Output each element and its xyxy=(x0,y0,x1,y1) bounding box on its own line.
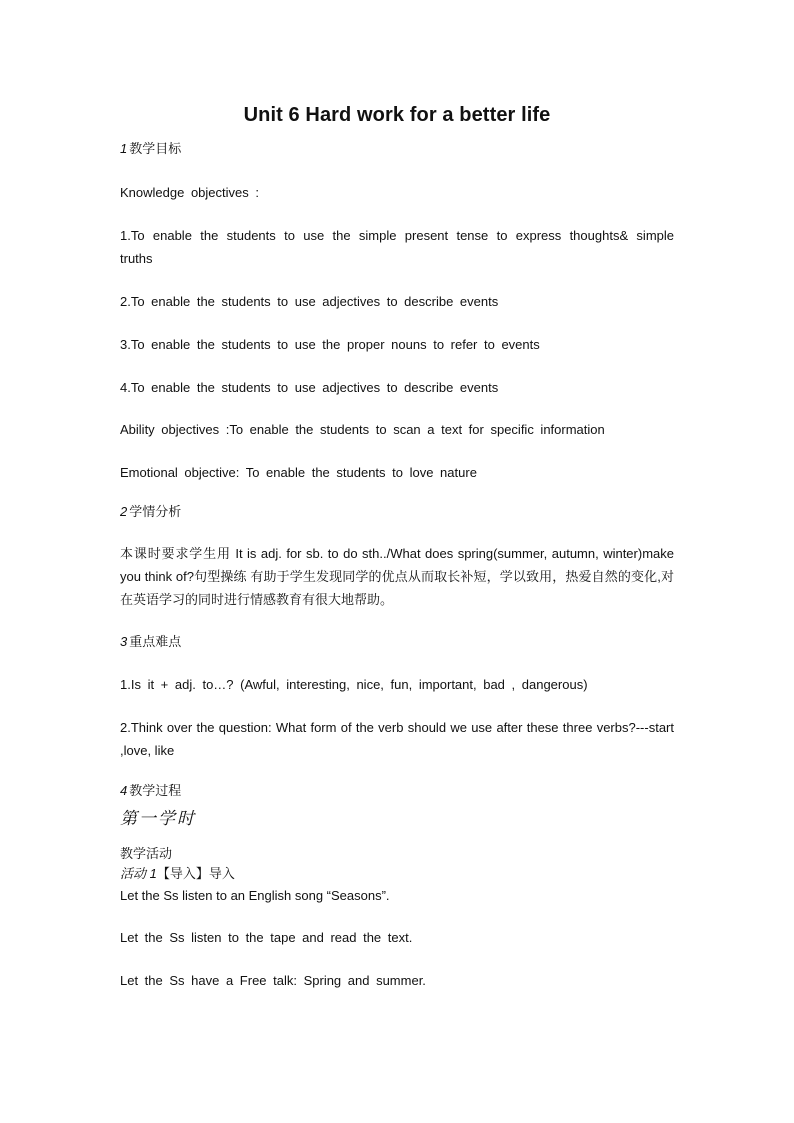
step-3: Let the Ss have a Free talk: Spring and summer. xyxy=(120,973,426,988)
section-number: 2 xyxy=(120,504,128,519)
lesson-heading: 第一学时 xyxy=(120,809,196,828)
section-heading-process xyxy=(120,779,674,802)
activity-label: 【导入】导入 xyxy=(156,866,235,881)
step-2: Let the Ss listen to the tape and read the text. xyxy=(120,930,413,945)
goal-item-4: 4.To enable the students to use adjectives to describe events xyxy=(120,380,499,395)
section-label: 学情分析 xyxy=(129,504,182,519)
activity-number: 活动 1 xyxy=(120,866,157,881)
section-heading-key-points xyxy=(120,630,674,653)
goal-item-1: 1.To enable the students to use the simple present tense to express thoughts& simple truths xyxy=(120,228,674,266)
knowledge-objectives-heading: Knowledge objectives : xyxy=(120,185,259,200)
section-number: 3 xyxy=(120,634,128,649)
key-point-2: 2.Think over the question: What form of the verb should we use after these three verbs?---start ,love, like xyxy=(120,720,674,758)
step-1: Let the Ss listen to an English song “Seasons”. xyxy=(120,888,390,903)
emotional-objective: Emotional objective: To enable the students to love nature xyxy=(120,465,477,480)
section-label: 教学过程 xyxy=(129,783,182,798)
section-label: 重点难点 xyxy=(129,634,182,649)
analysis-paragraph: 本课时要求学生用 It is adj. for sb. to do sth../What does spring(summer, autumn, winter)make you think of?句型操练 有助于学生发现同学的优点从而取长补短，学以致用，热爱自然的变化,对在英语学习的同时进行情感教育有很大地帮助。 xyxy=(120,546,674,607)
section-heading-goals xyxy=(120,137,674,160)
goal-item-2: 2.To enable the students to use adjectives to describe events xyxy=(120,294,499,309)
document-title: Unit 6 Hard work for a better life xyxy=(243,104,551,126)
ability-objectives: Ability objectives :To enable the students to scan a text for specific information xyxy=(120,422,605,437)
activity-1-heading xyxy=(120,862,674,885)
section-number: 4 xyxy=(120,783,128,798)
section-number: 1 xyxy=(120,141,128,156)
key-point-1: 1.Is it + adj. to…? (Awful, interesting, nice, fun, important, bad , dangerous) xyxy=(120,677,588,692)
goal-item-3: 3.To enable the students to use the proper nouns to refer to events xyxy=(120,337,540,352)
section-heading-analysis xyxy=(120,500,674,523)
activity-heading: 教学活动 xyxy=(120,846,173,861)
section-label: 教学目标 xyxy=(129,141,182,156)
